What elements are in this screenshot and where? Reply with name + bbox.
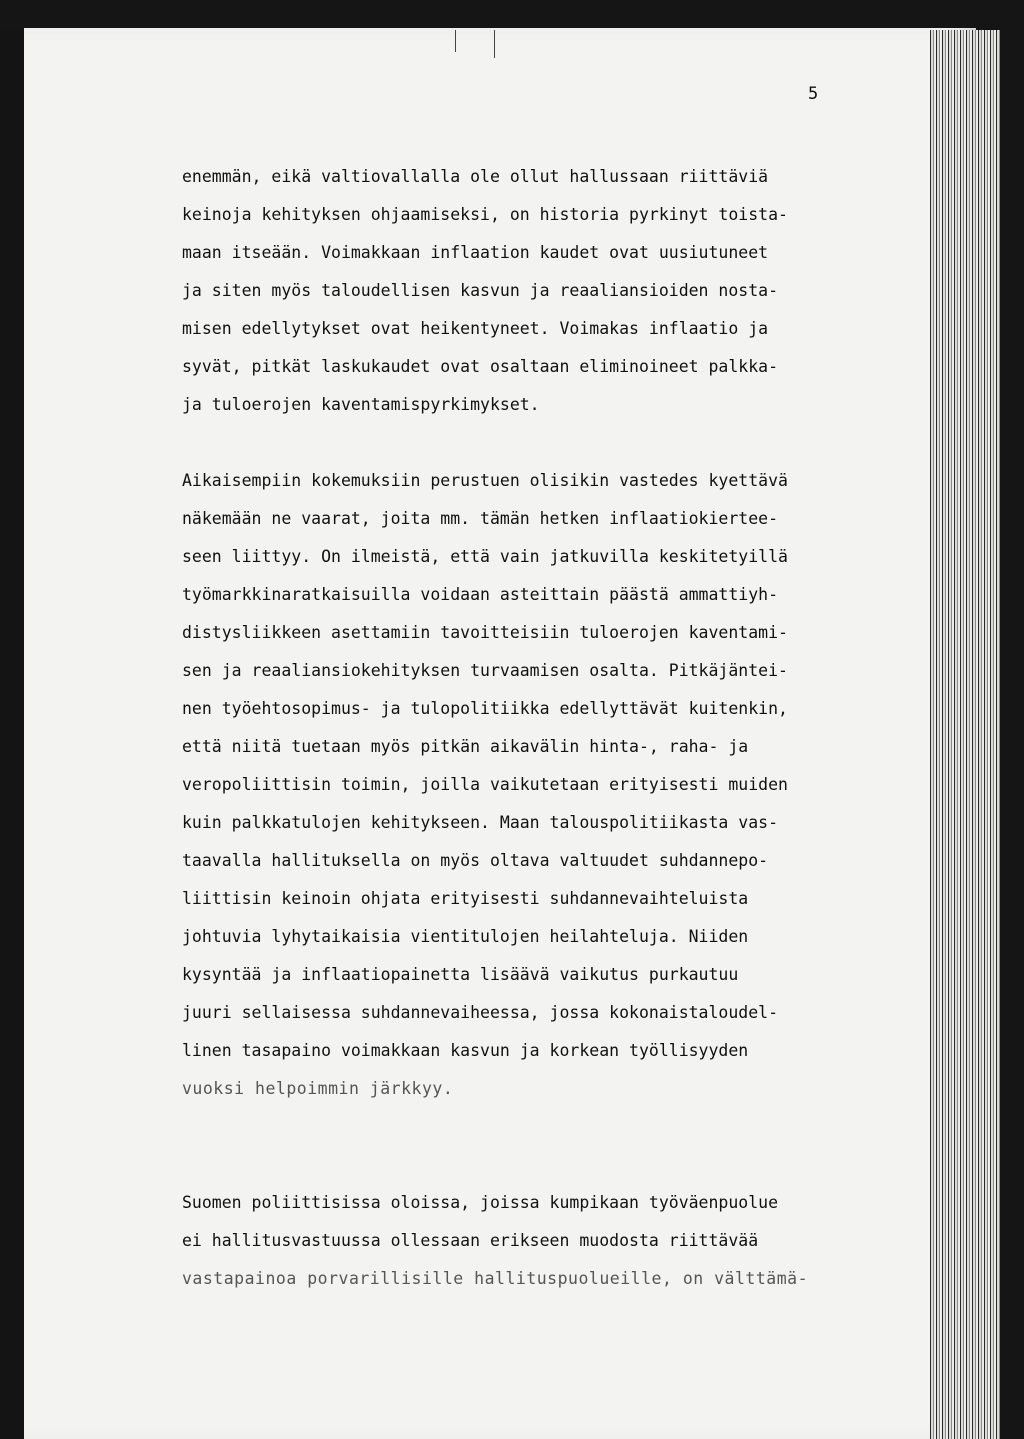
text-line: ei hallitusvastuussa ollessaan erikseen muodosta riittävää bbox=[182, 1231, 759, 1250]
scan-border-right bbox=[1000, 0, 1024, 1439]
text-line: vastapainoa porvarillisille hallituspuolueille, on välttämä- bbox=[182, 1269, 809, 1288]
text-line: veropoliittisin toimin, joilla vaikutetaan erityisesti muiden bbox=[182, 775, 788, 794]
text-line: sen ja reaaliansiokehityksen turvaamisen osalta. Pitkäjäntei- bbox=[182, 661, 788, 680]
binding-mark bbox=[455, 30, 456, 52]
text-line: kysyntää ja inflaatiopainetta lisäävä vaikutus purkautuu bbox=[182, 965, 739, 984]
text-line: keinoja kehityksen ohjaamiseksi, on historia pyrkinyt toista- bbox=[182, 205, 788, 224]
paragraph-3 bbox=[182, 1184, 882, 1298]
text-line: liittisin keinoin ohjata erityisesti suhdannevaihteluista bbox=[182, 889, 749, 908]
text-line: seen liittyy. On ilmeistä, että vain jatkuvilla keskitetyillä bbox=[182, 547, 788, 566]
text-line: vuoksi helpoimmin järkkyy. bbox=[182, 1079, 454, 1098]
text-line: syvät, pitkät laskukaudet ovat osaltaan eliminoineet palkka- bbox=[182, 357, 779, 376]
text-line: enemmän, eikä valtiovallalla ole ollut hallussaan riittäviä bbox=[182, 167, 769, 186]
text-line: maan itseään. Voimakkaan inflaation kaudet ovat uusiutuneet bbox=[182, 243, 769, 262]
text-line: misen edellytykset ovat heikentyneet. Voimakas inflaatio ja bbox=[182, 319, 769, 338]
text-line: linen tasapaino voimakkaan kasvun ja korkean työllisyyden bbox=[182, 1041, 749, 1060]
text-line: työmarkkinaratkaisuilla voidaan asteittain päästä ammattiyh- bbox=[182, 585, 779, 604]
text-line: että niitä tuetaan myös pitkän aikavälin hinta-, raha- ja bbox=[182, 737, 749, 756]
text-line: Suomen poliittisissa oloissa, joissa kumpikaan työväenpuolue bbox=[182, 1193, 779, 1212]
text-line: johtuvia lyhytaikaisia vientitulojen heilahteluja. Niiden bbox=[182, 927, 749, 946]
text-line: ja siten myös taloudellisen kasvun ja reaaliansioiden nosta- bbox=[182, 281, 779, 300]
text-line: Aikaisempiin kokemuksiin perustuen olisikin vastedes kyettävä bbox=[182, 471, 788, 490]
text-line: juuri sellaisessa suhdannevaiheessa, jossa kokonaistaloudel- bbox=[182, 1003, 779, 1022]
paragraph-2 bbox=[182, 462, 882, 1108]
text-line: ja tuloerojen kaventamispyrkimykset. bbox=[182, 395, 540, 414]
text-line: näkemään ne vaarat, joita mm. tämän hetken inflaatiokiertee- bbox=[182, 509, 779, 528]
text-line: nen työehtosopimus- ja tulopolitiikka edellyttävät kuitenkin, bbox=[182, 699, 788, 718]
binding-mark bbox=[494, 30, 495, 58]
text-line: kuin palkkatulojen kehitykseen. Maan talouspolitiikasta vas- bbox=[182, 813, 779, 832]
paragraph-1 bbox=[182, 158, 882, 424]
scan-border-top bbox=[0, 0, 1024, 30]
text-line: distysliikkeen asettamiin tavoitteisiin tuloerojen kaventami- bbox=[182, 623, 788, 642]
page-number: 5 bbox=[808, 84, 819, 104]
document-body bbox=[182, 158, 882, 1298]
text-line: taavalla hallituksella on myös oltava valtuudet suhdannepo- bbox=[182, 851, 769, 870]
